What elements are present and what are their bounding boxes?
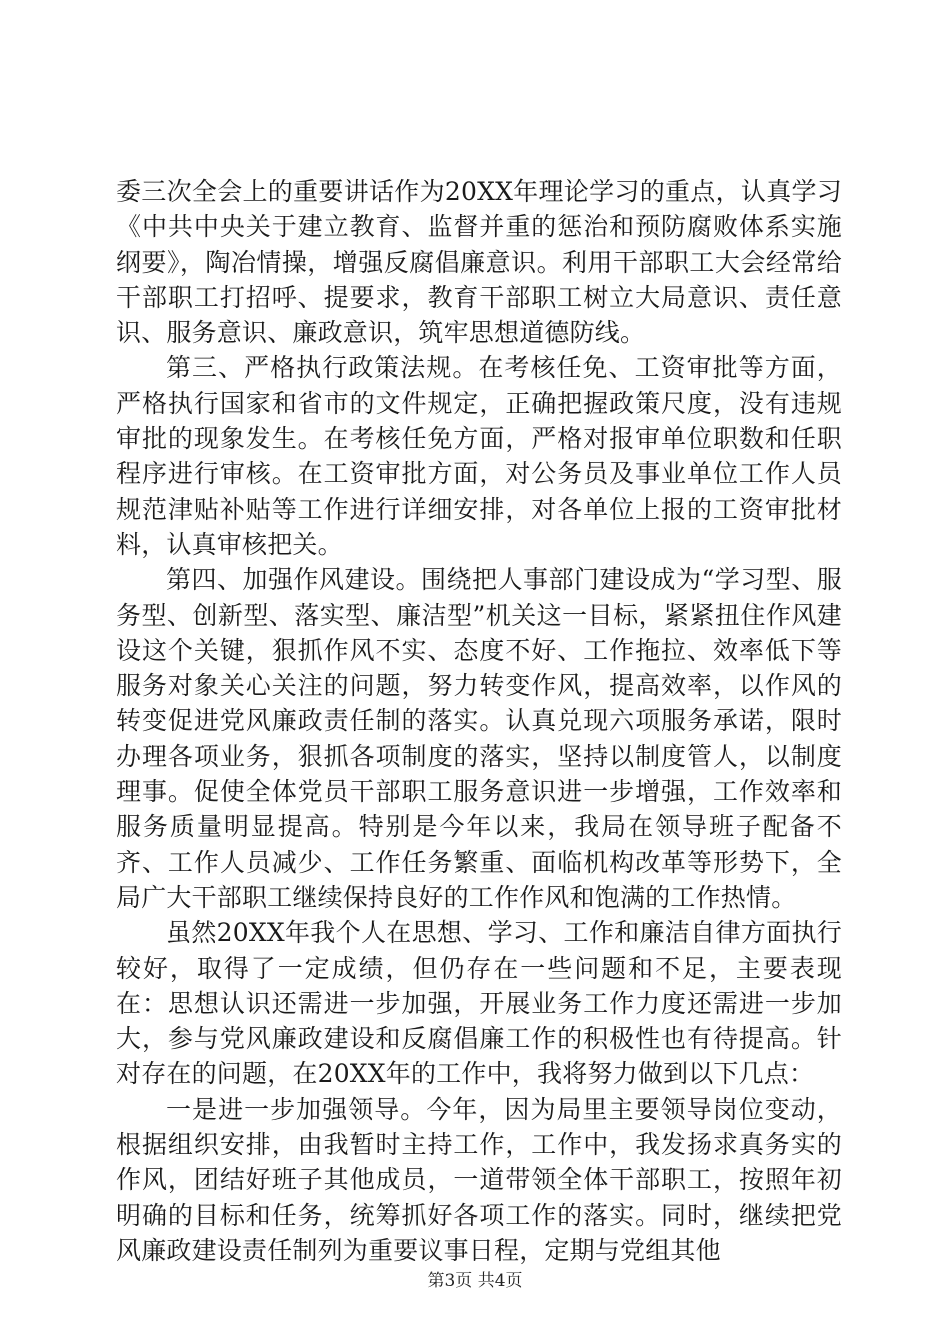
paragraph-4: 虽然20XX年我个人在思想、学习、工作和廉洁自律方面执行较好，取得了一定成绩，但仍存在一些问题和不足，主要表现在：思想认识还需进一步加强，开展业务工作力度还需进一步加大，参与党风廉政建设和反腐倡廉工作的积极性也有待提高。针对存在的问题，在20XX年的工作中，我将努力做到以下几点： <box>116 918 842 1089</box>
paragraph-1: 委三次全会上的重要讲话作为20XX年理论学习的重点，认真学习《中共中央关于建立教育、监督并重的惩治和预防腐败体系实施纲要》，陶冶情操，增强反腐倡廉意识。利用干部职工大会经常给干部职工打招呼、提要求，教育干部职工树立大局意识、责任意识、服务意识、廉政意识，筑牢思想道德防线。 <box>116 177 842 348</box>
paragraph-5: 一是进一步加强领导。今年，因为局里主要领导岗位变动，根据组织安排，由我暂时主持工作，工作中，我发扬求真务实的作风，团结好班子其他成员，一道带领全体干部职工，按照年初明确的目标和任务，统筹抓好各项工作的落实。同时，继续把党风廉政建设责任制列为重要议事日程，定期与党组其他 <box>116 1094 842 1265</box>
paragraph-2: 第三、严格执行政策法规。在考核任免、工资审批等方面，严格执行国家和省市的文件规定，正确把握政策尺度，没有违规审批的现象发生。在考核任免方面，严格对报审单位职数和任职程序进行审核。在工资审批方面，对公务员及事业单位工作人员规范津贴补贴等工作进行详细安排，对各单位上报的工资审批材料，认真审核把关。 <box>116 353 842 559</box>
page-number-footer: 第3页 共4页 <box>427 1271 523 1291</box>
paragraph-3: 第四、加强作风建设。围绕把人事部门建设成为“学习型、服务型、创新型、落实型、廉洁型”机关这一目标，紧紧扭住作风建设这个关键，狠抓作风不实、态度不好、工作拖拉、效率低下等服务对象关心关注的问题，努力转变作风，提高效率，以作风的转变促进党风廉政责任制的落实。认真兑现六项服务承诺，限时办理各项业务，狠抓各项制度的落实，坚持以制度管人，以制度理事。促使全体党员干部职工服务意识进一步增强，工作效率和服务质量明显提高。特别是今年以来，我局在领导班子配备不齐、工作人员减少、工作任务繁重、面临机构改革等形势下，全局广大干部职工继续保持良好的工作作风和饱满的工作热情。 <box>116 565 842 912</box>
document-body <box>116 174 842 1268</box>
